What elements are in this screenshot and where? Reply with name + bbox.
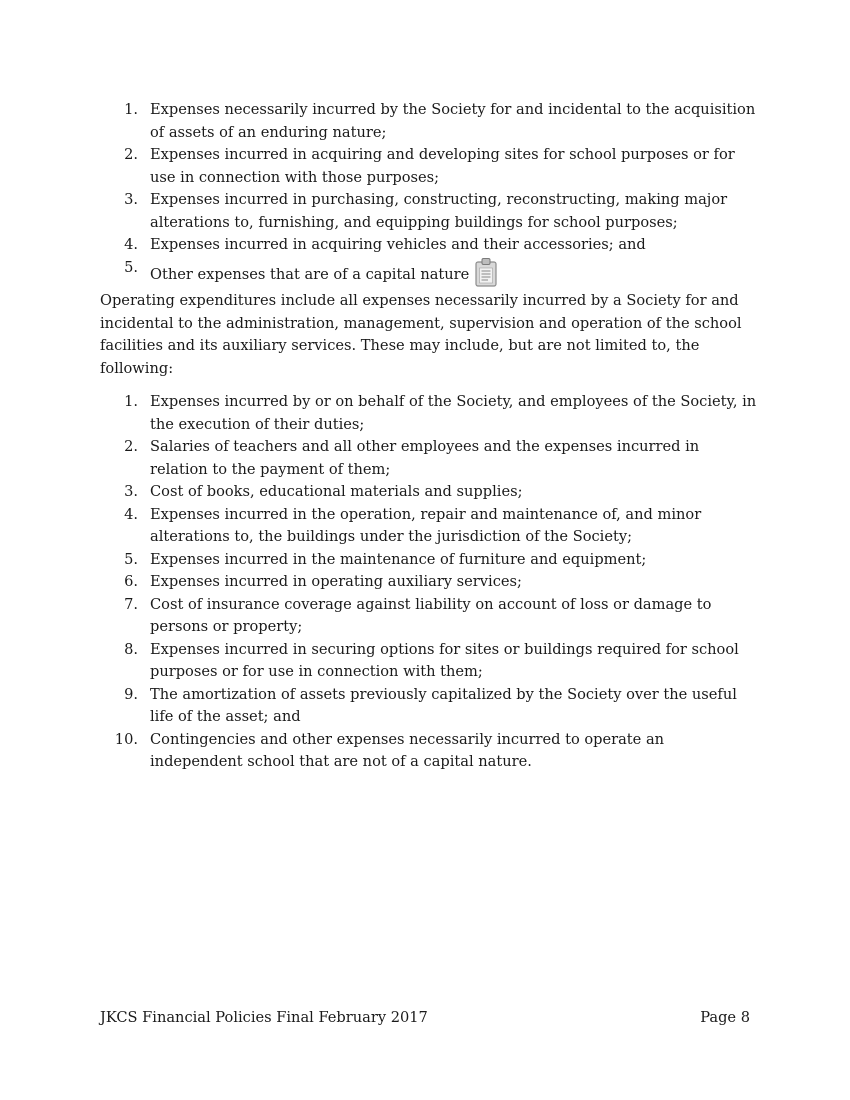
list-number: 4.: [124, 236, 138, 253]
list-item-text: Expenses incurred in acquiring vehicles and their accessories; and: [150, 236, 646, 253]
list-number: 3.: [124, 191, 138, 208]
footer-page-number: Page 8: [700, 1009, 750, 1026]
list-item-text: Expenses incurred in operating auxiliary services;: [150, 573, 522, 590]
list-item-text: Cost of books, educational materials and supplies;: [150, 483, 523, 500]
list-number: 1.: [124, 393, 138, 410]
list-item: [100, 257, 760, 287]
list-number: 10.: [114, 730, 138, 748]
list-item-text: Expenses necessarily incurred by the Society for and incidental to the acquisition of assets of an enduring nature;: [150, 101, 756, 141]
operating-expenditures-paragraph: Operating expenditures include all expenses necessarily incurred by a Society for and incidental to the administration, management, supervision and operation of the school facilities and its auxiliary services. These may include, but are not limited to, the following:: [100, 292, 742, 377]
list-item-text: Expenses incurred in the operation, repair and maintenance of, and minor alterations to, the buildings under the jurisdiction of the Society;: [150, 505, 702, 545]
list-number: 4.: [124, 505, 138, 523]
list-number: 5.: [124, 550, 138, 568]
list-item-text: Other expenses that are of a capital nature: [150, 265, 470, 283]
list-item-text: Expenses incurred in securing options for sites or buildings required for school purposes or for use in connection with them;: [150, 640, 739, 680]
list-number: 5.: [124, 258, 138, 276]
list-item: [100, 481, 760, 504]
list-item: [100, 99, 760, 144]
list-item: [100, 144, 760, 189]
list-item-text: Salaries of teachers and all other employees and the expenses incurred in relation to the payment of them;: [150, 438, 700, 478]
clipboard-icon[interactable]: [473, 257, 499, 287]
list-item-text: Expenses incurred in the maintenance of furniture and equipment;: [150, 550, 647, 568]
list-item: [100, 684, 760, 729]
list-item: [100, 571, 760, 594]
list-item: [100, 189, 760, 234]
capital-expenses-list: [100, 99, 760, 287]
list-item-text: Expenses incurred in acquiring and developing sites for school purposes or for use in connection with those purposes;: [150, 146, 735, 186]
list-number: 6.: [124, 573, 138, 590]
list-item: [100, 729, 760, 774]
list-item: [100, 436, 760, 481]
list-item: [100, 391, 760, 436]
list-number: 8.: [124, 640, 138, 658]
list-number: 2.: [124, 438, 138, 455]
list-number: 3.: [124, 483, 138, 500]
list-item-text: Expenses incurred in purchasing, constructing, reconstructing, making major alterations to, furnishing, and equipping buildings for school purposes;: [150, 191, 728, 231]
list-item: [100, 639, 760, 684]
list-item: [100, 549, 760, 572]
list-item: [100, 234, 760, 257]
list-item: [100, 594, 760, 639]
footer-document-title: JKCS Financial Policies Final February 2017: [100, 1009, 428, 1026]
list-number: 1.: [124, 101, 138, 118]
list-number: 7.: [124, 595, 138, 613]
list-number: 9.: [124, 685, 138, 703]
operating-expenses-list: [100, 391, 760, 774]
list-item-text: The amortization of assets previously capitalized by the Society over the useful life of the asset; and: [150, 685, 737, 725]
list-item-text: Expenses incurred by or on behalf of the Society, and employees of the Society, in the execution of their duties;: [150, 393, 757, 433]
list-item-text: Contingencies and other expenses necessarily incurred to operate an independent school that are not of a capital nature.: [150, 730, 665, 770]
list-item-text: Cost of insurance coverage against liability on account of loss or damage to persons or property;: [150, 595, 712, 635]
list-number: 2.: [124, 146, 138, 163]
list-item: [100, 504, 760, 549]
